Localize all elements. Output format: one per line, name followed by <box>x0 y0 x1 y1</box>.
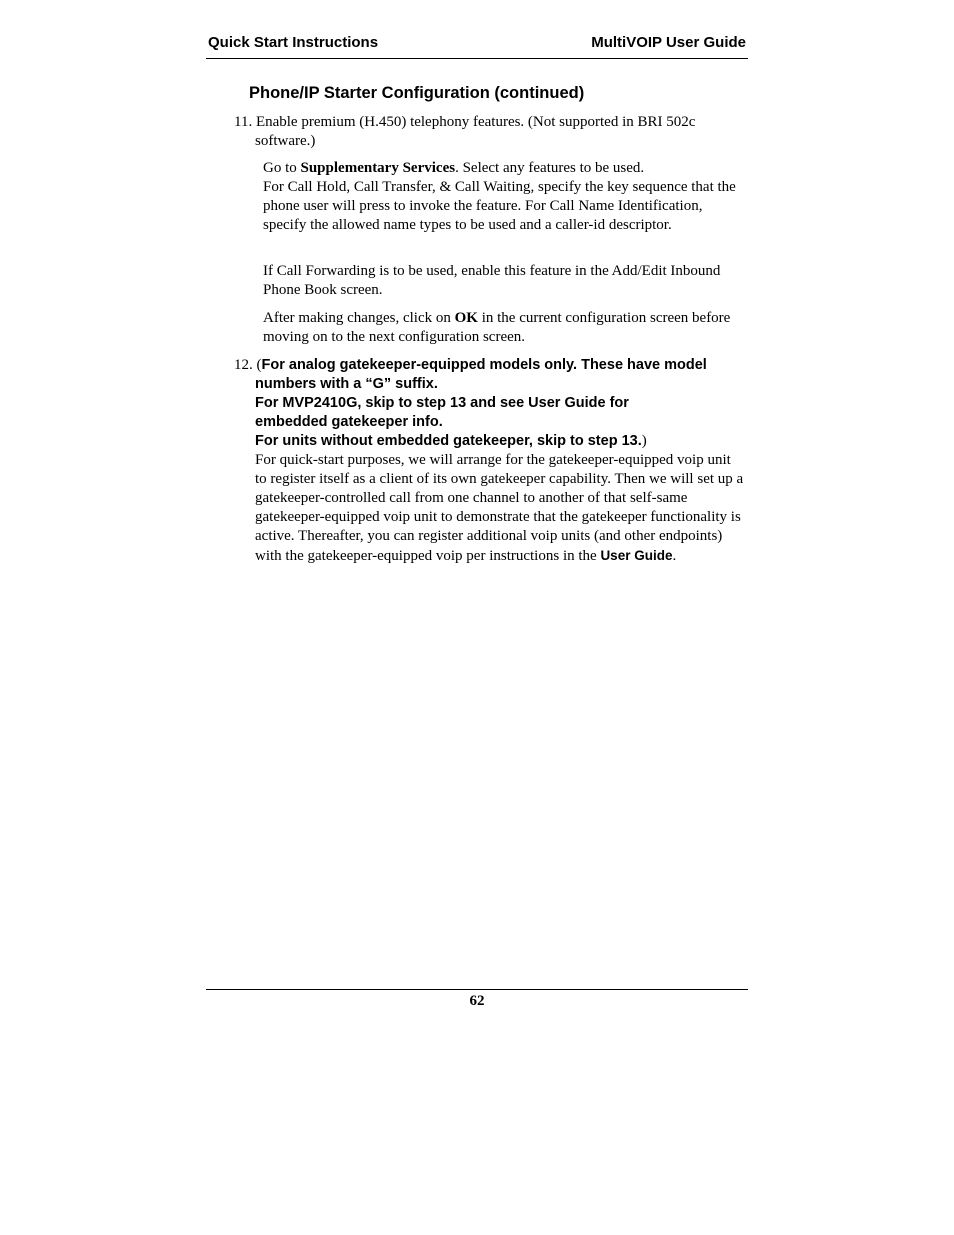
p3-prefix: After making changes, click on <box>263 310 455 326</box>
step-11-paragraph-2: If Call Forwarding is to be used, enable this feature in the Add/Edit Inbound Phone Book screen. <box>263 263 721 298</box>
header-section-name: Quick Start Instructions <box>208 34 379 51</box>
header-document-title: MultiVOIP User Guide <box>591 34 746 51</box>
step-12-bold-2: For MVP2410G, skip to step 13 and see User Guide for embedded gatekeeper info. <box>255 395 629 430</box>
step-12-bold-1: For analog gatekeeper-equipped models only. These have model numbers with a “G” suffix. <box>255 357 707 392</box>
step-11 <box>234 113 744 151</box>
page-footer <box>206 989 748 1010</box>
p1-line-2: For Call Hold, Call Transfer, & Call Waiting, specify the key sequence that the phone user will press to invoke the feature. For Call Name Identification, specify the allowed name types to be used and a caller-id descriptor. <box>263 179 736 233</box>
step-12 <box>234 356 746 566</box>
step-11-paragraph-1 <box>263 159 743 235</box>
p1-prefix: Go to <box>263 160 301 176</box>
p3-rest: in the current configuration screen before moving on to the next configuration screen. <box>263 310 731 345</box>
step-12-note-3 <box>255 432 746 451</box>
user-guide-label: User Guide <box>600 548 673 563</box>
step-12-body <box>255 451 746 566</box>
supplementary-services-label: Supplementary Services <box>300 160 456 176</box>
page-header <box>206 32 748 59</box>
step-12-body-text: For quick-start purposes, we will arrange for the gatekeeper-equipped voip unit to register itself as a client of its own gatekeeper capability. Then we will set up a gatekeeper-controlled call from one channel to another of that self-same gatekeeper-equipped voip unit to demonstrate that the gatekeeper functionality is active. Thereafter, you can register additional voip units (and other endpoints) with the gatekeeper-equipped voip per instructions in the <box>255 452 744 564</box>
step-12-number: 12. ( <box>234 357 262 373</box>
step-12-close-paren: ) <box>641 433 647 449</box>
ok-label: OK <box>454 310 478 326</box>
p1-rest: . Select any features to be used. <box>455 160 645 176</box>
step-11-heading: 11. Enable premium (H.450) telephony features. (Not supported in BRI 502c software.) <box>234 114 696 149</box>
section-title: Phone/IP Starter Configuration (continued) <box>249 84 585 102</box>
step-12-bold-3: For units without embedded gatekeeper, skip to step 13. <box>255 433 642 449</box>
step-11-paragraph-3 <box>263 309 743 347</box>
step-12-period: . <box>672 548 677 564</box>
step-12-note-1 <box>234 356 746 394</box>
page-number: 62 <box>469 993 485 1009</box>
